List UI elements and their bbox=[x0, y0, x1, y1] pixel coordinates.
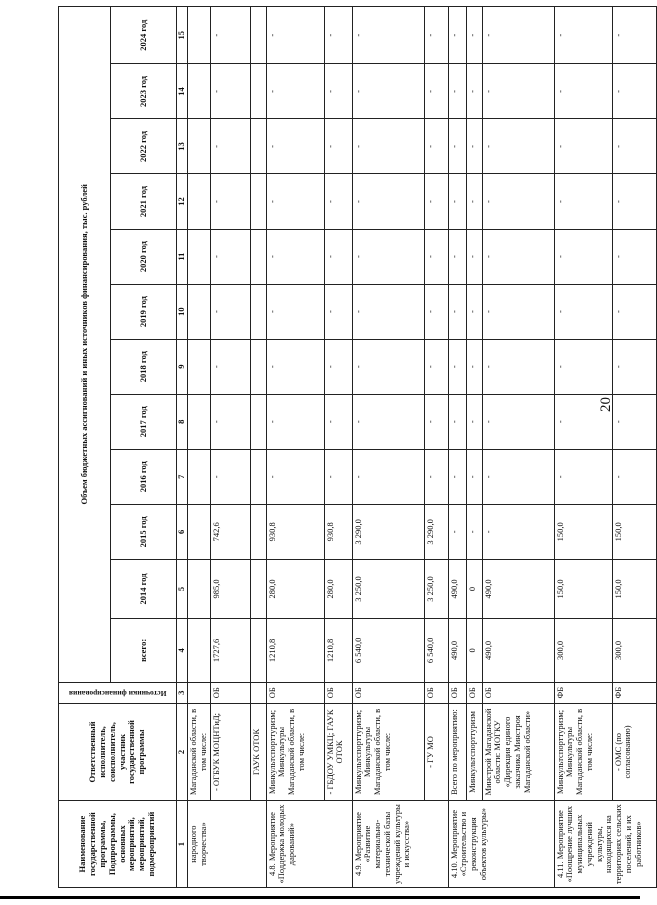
cell-value: - bbox=[352, 229, 424, 284]
cell-value: - bbox=[466, 64, 482, 119]
cell-value: - bbox=[210, 394, 250, 449]
cell-responsible: - ГБДОУ УМКЦ; ГАУК ОТОК bbox=[324, 703, 352, 800]
table-row bbox=[210, 7, 250, 888]
cell-value: - bbox=[352, 7, 424, 64]
cell-value: - bbox=[448, 284, 466, 339]
cell-value: - bbox=[612, 174, 656, 229]
cell-value: - bbox=[324, 284, 352, 339]
cell-value bbox=[250, 559, 266, 618]
cell-value: - bbox=[482, 174, 554, 229]
cell-value bbox=[188, 284, 211, 339]
cell-responsible: Минкультспорттуризм; Минкультуры Магаданской области, в том числе: bbox=[554, 703, 612, 800]
column-number: 3 bbox=[177, 682, 188, 703]
cell-value bbox=[250, 449, 266, 504]
cell-value: - bbox=[612, 394, 656, 449]
table-row bbox=[424, 7, 448, 888]
cell-value: - bbox=[210, 339, 250, 394]
cell-value: 150,0 bbox=[554, 559, 612, 618]
cell-value: - bbox=[324, 174, 352, 229]
cell-value: - bbox=[482, 284, 554, 339]
cell-value: 490,0 bbox=[448, 559, 466, 618]
table-row bbox=[266, 7, 324, 888]
cell-value: - bbox=[612, 449, 656, 504]
column-number: 2 bbox=[177, 703, 188, 800]
cell-value bbox=[250, 504, 266, 559]
column-number: 6 bbox=[177, 504, 188, 559]
cell-value: 930,8 bbox=[266, 504, 324, 559]
cell-value: - bbox=[266, 7, 324, 64]
cell-source: ОБ bbox=[482, 682, 554, 703]
cell-value: - bbox=[324, 449, 352, 504]
cell-value: - bbox=[612, 284, 656, 339]
cell-total: 1210,8 bbox=[266, 619, 324, 683]
cell-value: - bbox=[324, 339, 352, 394]
cell-value bbox=[250, 174, 266, 229]
cell-total: 1210,8 bbox=[324, 619, 352, 683]
cell-value: - bbox=[554, 449, 612, 504]
cell-value bbox=[188, 504, 211, 559]
table-row bbox=[250, 7, 266, 888]
table-row bbox=[482, 7, 554, 888]
cell-value: - bbox=[554, 119, 612, 174]
cell-value: - bbox=[424, 119, 448, 174]
header-year: 2015 год bbox=[111, 504, 177, 559]
cell-value: - bbox=[612, 229, 656, 284]
column-number: 9 bbox=[177, 339, 188, 394]
cell-value: - bbox=[424, 284, 448, 339]
table-row bbox=[466, 7, 482, 888]
cell-value: - bbox=[448, 64, 466, 119]
cell-responsible: Минкультспорттуризм; Минкультуры Магаданской области, в том числе: bbox=[266, 703, 324, 800]
cell-value: - bbox=[482, 504, 554, 559]
cell-value: - bbox=[424, 174, 448, 229]
cell-value: - bbox=[554, 174, 612, 229]
cell-value: - bbox=[612, 7, 656, 64]
cell-value bbox=[188, 64, 211, 119]
cell-value bbox=[250, 7, 266, 64]
cell-value: - bbox=[424, 64, 448, 119]
table-row bbox=[554, 7, 612, 888]
cell-value: - bbox=[266, 64, 324, 119]
cell-value bbox=[188, 394, 211, 449]
cell-source: ОБ bbox=[466, 682, 482, 703]
cell-value: - bbox=[466, 449, 482, 504]
cell-value: - bbox=[352, 174, 424, 229]
cell-value: - bbox=[448, 504, 466, 559]
cell-value: 150,0 bbox=[612, 504, 656, 559]
cell-value: - bbox=[448, 449, 466, 504]
cell-value: - bbox=[210, 229, 250, 284]
cell-total bbox=[250, 619, 266, 683]
cell-value bbox=[188, 449, 211, 504]
cell-value: - bbox=[448, 174, 466, 229]
cell-value: - bbox=[424, 394, 448, 449]
cell-value: - bbox=[612, 64, 656, 119]
cell-value: - bbox=[266, 394, 324, 449]
cell-value: - bbox=[612, 119, 656, 174]
cell-source: ОБ bbox=[266, 682, 324, 703]
cell-source bbox=[250, 682, 266, 703]
cell-value: - bbox=[466, 174, 482, 229]
cell-value: - bbox=[466, 394, 482, 449]
cell-value: - bbox=[448, 339, 466, 394]
cell-value: 3 250,0 bbox=[424, 559, 448, 618]
cell-value: - bbox=[554, 339, 612, 394]
cell-value: - bbox=[482, 64, 554, 119]
table-frame bbox=[58, 6, 643, 888]
cell-value: - bbox=[612, 339, 656, 394]
cell-value: - bbox=[448, 394, 466, 449]
cell-value: - bbox=[554, 229, 612, 284]
cell-value: - bbox=[210, 119, 250, 174]
cell-source: ОБ bbox=[352, 682, 424, 703]
cell-value: - bbox=[352, 119, 424, 174]
funding-table bbox=[58, 6, 657, 888]
cell-responsible: Всего по мероприятию: bbox=[448, 703, 466, 800]
cell-value: - bbox=[210, 7, 250, 64]
cell-value: - bbox=[266, 339, 324, 394]
header-year: 2021 год bbox=[111, 174, 177, 229]
cell-value bbox=[250, 229, 266, 284]
column-number: 12 bbox=[177, 174, 188, 229]
cell-value: - bbox=[210, 64, 250, 119]
cell-value: - bbox=[266, 449, 324, 504]
table-row bbox=[352, 7, 424, 888]
cell-value: - bbox=[352, 394, 424, 449]
header-source: Источники финансирования bbox=[59, 682, 177, 703]
header-name: Наименование государственной программы, Подпрограммы, основных мероприятий, мероприятий, подмероприятий bbox=[59, 801, 177, 888]
cell-value: - bbox=[482, 394, 554, 449]
cell-value: - bbox=[266, 119, 324, 174]
cell-value: - bbox=[448, 7, 466, 64]
cell-value: - bbox=[466, 284, 482, 339]
cell-responsible: - ОГБУК МОЦНТиД; bbox=[210, 703, 250, 800]
column-number: 13 bbox=[177, 119, 188, 174]
page-number: 20 bbox=[598, 397, 614, 412]
cell-value: - bbox=[466, 119, 482, 174]
cell-value: - bbox=[424, 229, 448, 284]
header-year: 2023 год bbox=[111, 64, 177, 119]
cell-source: ОБ bbox=[448, 682, 466, 703]
cell-value: 280,0 bbox=[324, 559, 352, 618]
column-number: 7 bbox=[177, 449, 188, 504]
cell-source: ОБ bbox=[324, 682, 352, 703]
cell-value: - bbox=[554, 64, 612, 119]
cell-responsible: - ОМС (по согласованию) bbox=[612, 703, 656, 800]
cell-value: - bbox=[424, 7, 448, 64]
cell-value bbox=[188, 339, 211, 394]
cell-value: - bbox=[210, 284, 250, 339]
cell-responsible: ГАУК ОТОК bbox=[250, 703, 266, 800]
cell-value: 0 bbox=[466, 559, 482, 618]
cell-value: - bbox=[424, 449, 448, 504]
cell-value bbox=[250, 284, 266, 339]
cell-value: 150,0 bbox=[554, 504, 612, 559]
cell-value: 280,0 bbox=[266, 559, 324, 618]
cell-value: 930,8 bbox=[324, 504, 352, 559]
cell-value bbox=[188, 229, 211, 284]
cell-value: - bbox=[448, 229, 466, 284]
cell-name: 4.8. Мероприятие «Поддержка молодых дарований» bbox=[266, 801, 352, 888]
cell-value: - bbox=[466, 339, 482, 394]
cell-name: 4.10. Мероприятие «Строительство и реконструкция объектов культуры» bbox=[448, 801, 554, 888]
cell-source: ОБ bbox=[210, 682, 250, 703]
column-number: 10 bbox=[177, 284, 188, 339]
cell-responsible: Магаданской области, в том числе: bbox=[188, 703, 211, 800]
cell-value: - bbox=[466, 504, 482, 559]
cell-value: - bbox=[324, 229, 352, 284]
cell-source: ФБ bbox=[612, 682, 656, 703]
table-row bbox=[188, 7, 211, 888]
cell-value: - bbox=[324, 64, 352, 119]
cell-value: - bbox=[324, 7, 352, 64]
cell-value: - bbox=[352, 284, 424, 339]
cell-value: 3 290,0 bbox=[424, 504, 448, 559]
cell-value: - bbox=[554, 7, 612, 64]
cell-value: - bbox=[482, 449, 554, 504]
cell-value bbox=[250, 64, 266, 119]
cell-value bbox=[188, 119, 211, 174]
cell-total bbox=[188, 619, 211, 683]
cell-total: 490,0 bbox=[448, 619, 466, 683]
column-number: 14 bbox=[177, 64, 188, 119]
cell-source bbox=[188, 682, 211, 703]
cell-value: - bbox=[266, 229, 324, 284]
header-responsible: Ответственный исполнитель, соисполнитель, участник государственной программы bbox=[59, 703, 177, 800]
cell-value: - bbox=[466, 229, 482, 284]
cell-total: 300,0 bbox=[612, 619, 656, 683]
cell-value bbox=[188, 7, 211, 64]
header-year: 2018 год bbox=[111, 339, 177, 394]
cell-source: ОБ bbox=[424, 682, 448, 703]
cell-name: народного творчества» bbox=[188, 801, 267, 888]
table-row bbox=[324, 7, 352, 888]
cell-source: ФБ bbox=[554, 682, 612, 703]
cell-value: - bbox=[554, 394, 612, 449]
cell-name: 4.9. Мероприятие «Развитие материально-технической базы учреждений культуры и искусства» bbox=[352, 801, 448, 888]
cell-value bbox=[250, 119, 266, 174]
cell-value: 490,0 bbox=[482, 559, 554, 618]
cell-value bbox=[250, 394, 266, 449]
cell-value: 742,6 bbox=[210, 504, 250, 559]
cell-value: - bbox=[352, 449, 424, 504]
cell-value: - bbox=[324, 119, 352, 174]
cell-value: - bbox=[210, 174, 250, 229]
cell-responsible: Минкультспорттуризм bbox=[466, 703, 482, 800]
cell-total: 6 540,0 bbox=[424, 619, 448, 683]
cell-total: 6 540,0 bbox=[352, 619, 424, 683]
column-number: 11 bbox=[177, 229, 188, 284]
cell-value bbox=[250, 339, 266, 394]
cell-responsible: Минкультспорттуризм; Минкультуры Магаданской области, в том числе: bbox=[352, 703, 424, 800]
cell-total: 300,0 bbox=[554, 619, 612, 683]
header-year: 2017 год bbox=[111, 394, 177, 449]
cell-value: - bbox=[482, 7, 554, 64]
cell-value: 3 290,0 bbox=[352, 504, 424, 559]
cell-value: - bbox=[210, 449, 250, 504]
cell-value: - bbox=[324, 394, 352, 449]
header-year: 2016 год bbox=[111, 449, 177, 504]
cell-value: - bbox=[482, 339, 554, 394]
cell-value: - bbox=[466, 7, 482, 64]
cell-value: - bbox=[352, 339, 424, 394]
cell-value: - bbox=[482, 229, 554, 284]
cell-total: 1727,6 bbox=[210, 619, 250, 683]
cell-total: 0 bbox=[466, 619, 482, 683]
cell-total: 490,0 bbox=[482, 619, 554, 683]
cell-value: 150,0 bbox=[612, 559, 656, 618]
column-number: 15 bbox=[177, 7, 188, 64]
header-year: 2020 год bbox=[111, 229, 177, 284]
cell-value bbox=[188, 174, 211, 229]
column-number: 5 bbox=[177, 559, 188, 618]
table-row bbox=[448, 7, 466, 888]
cell-responsible: - ГУ МО bbox=[424, 703, 448, 800]
table-row bbox=[612, 7, 656, 888]
header-funding: Объем бюджетных ассигнований и иных источников финансирования, тыс. рублей bbox=[59, 7, 111, 683]
header-year: 2022 год bbox=[111, 119, 177, 174]
cell-value: - bbox=[448, 119, 466, 174]
column-number: 4 bbox=[177, 619, 188, 683]
column-number: 8 bbox=[177, 394, 188, 449]
bottom-rule bbox=[0, 896, 640, 899]
header-year: 2024 год bbox=[111, 7, 177, 64]
cell-value bbox=[188, 559, 211, 618]
cell-value: - bbox=[554, 284, 612, 339]
cell-value: - bbox=[266, 174, 324, 229]
cell-value: - bbox=[352, 64, 424, 119]
header-year: 2019 год bbox=[111, 284, 177, 339]
header-year: 2014 год bbox=[111, 559, 177, 618]
cell-value: - bbox=[482, 119, 554, 174]
cell-name: 4.11. Мероприятие «Поощрение лучших муниципальных учреждений культуры, находящихся на территориях сельских поселений, и их работников» bbox=[554, 801, 656, 888]
cell-responsible: Минстрой Магаданской области: МОГКУ «Дирекция единого заказчика Минстроя Магаданской области» bbox=[482, 703, 554, 800]
header-total: всего: bbox=[111, 619, 177, 683]
cell-value: - bbox=[424, 339, 448, 394]
cell-value: - bbox=[266, 284, 324, 339]
column-number: 1 bbox=[177, 801, 188, 888]
cell-value: 3 250,0 bbox=[352, 559, 424, 618]
cell-value: 985,0 bbox=[210, 559, 250, 618]
